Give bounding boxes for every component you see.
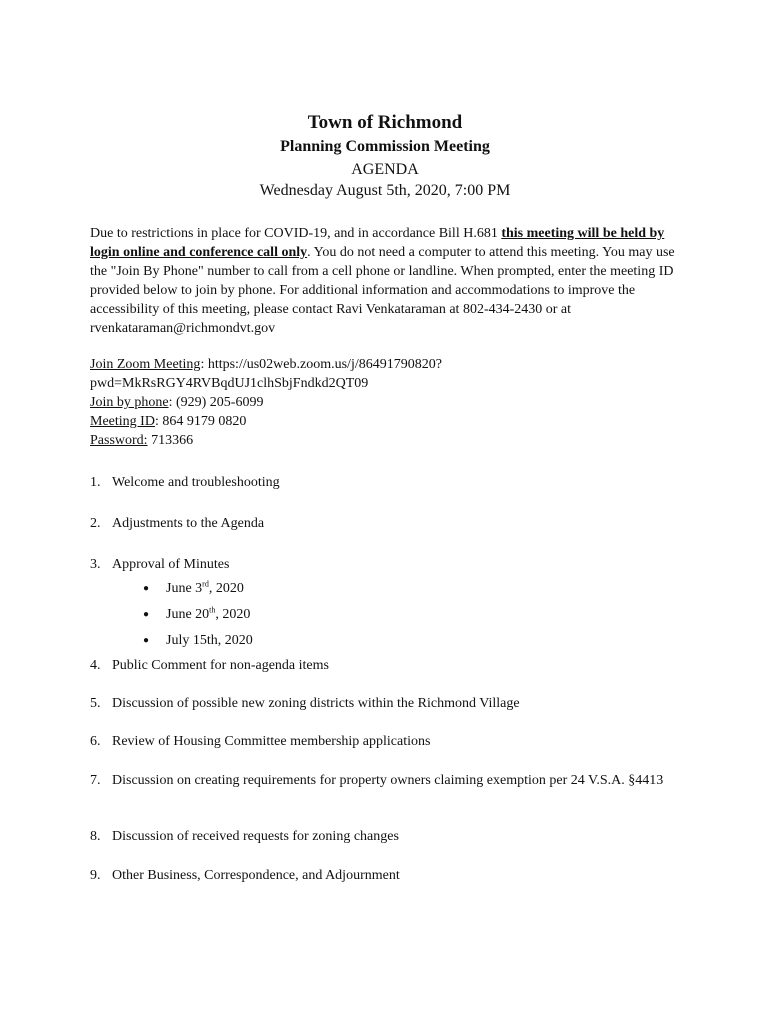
document-title: Town of Richmond (307, 112, 463, 133)
minutes-list-item: ● June 3rd, 2020 (143, 579, 244, 596)
intro-text-1: Due to restrictions in place for COVID-19, and in accordance Bill H.681 (90, 226, 502, 241)
bullet-icon: ● (143, 635, 150, 646)
agenda-item: 8. Discussion of received requests for zoning changes (90, 829, 399, 844)
agenda-label: AGENDA (351, 161, 419, 178)
meeting-id-line (90, 412, 690, 431)
minutes-list-item: ● July 15th, 2020 (143, 633, 253, 648)
zoom-line-1 (90, 355, 690, 374)
intro-text-2: . You do not need a computer to attend this meeting. You may use the "Join By Phone" number to call from a cell phone or landline. When prompted, enter the meeting ID provided below to join by phone. For additional information and accommodations to improve the accessibility of this meeting, please contact Ravi Venkataraman at 802-434-2430 or at rvenkataraman@richmondvt.gov (90, 245, 675, 336)
zoom-label: Join Zoom Meeting (90, 357, 201, 372)
password-value: 713366 (147, 433, 194, 448)
document-subtitle: Planning Commission Meeting (280, 138, 490, 155)
agenda-item: 1. Welcome and troubleshooting (90, 475, 280, 490)
bullet-icon: ● (143, 609, 150, 620)
intro-emphasis: this meeting will be held by login online and conference call only (90, 226, 665, 260)
meeting-date-time: Wednesday August 5th, 2020, 7:00 PM (259, 182, 511, 199)
password-label: Password: (90, 433, 148, 448)
agenda-item: 5. Discussion of possible new zoning districts within the Richmond Village (90, 696, 520, 711)
join-info (90, 355, 690, 450)
phone-line (90, 393, 690, 412)
agenda-item: 3. Approval of Minutes (90, 557, 230, 572)
meeting-id-value: : 864 9179 0820 (154, 414, 247, 429)
phone-value: : (929) 205-6099 (168, 395, 264, 410)
intro-paragraph (90, 224, 690, 338)
agenda-item: 9. Other Business, Correspondence, and Adjournment (90, 868, 400, 883)
agenda-item: 4. Public Comment for non-agenda items (90, 658, 329, 673)
bullet-icon: ● (143, 583, 150, 594)
agenda-item: 6. Review of Housing Committee membership applications (90, 734, 431, 749)
meeting-id-label: Meeting ID (90, 414, 155, 429)
phone-label: Join by phone (90, 395, 169, 410)
agenda-item: 2. Adjustments to the Agenda (90, 516, 265, 531)
agenda-item: 7. Discussion on creating requirements for property owners claiming exemption per 24 V.S.A. §4413 (90, 773, 664, 788)
zoom-line-2: pwd=MkRsRGY4RVBqdUJ1clhSbjFndkd2QT09 (90, 376, 369, 391)
zoom-url-1: : https://us02web.zoom.us/j/86491790820? (200, 357, 442, 372)
minutes-list-item: ● June 20th, 2020 (143, 605, 251, 622)
password-line (90, 431, 690, 450)
